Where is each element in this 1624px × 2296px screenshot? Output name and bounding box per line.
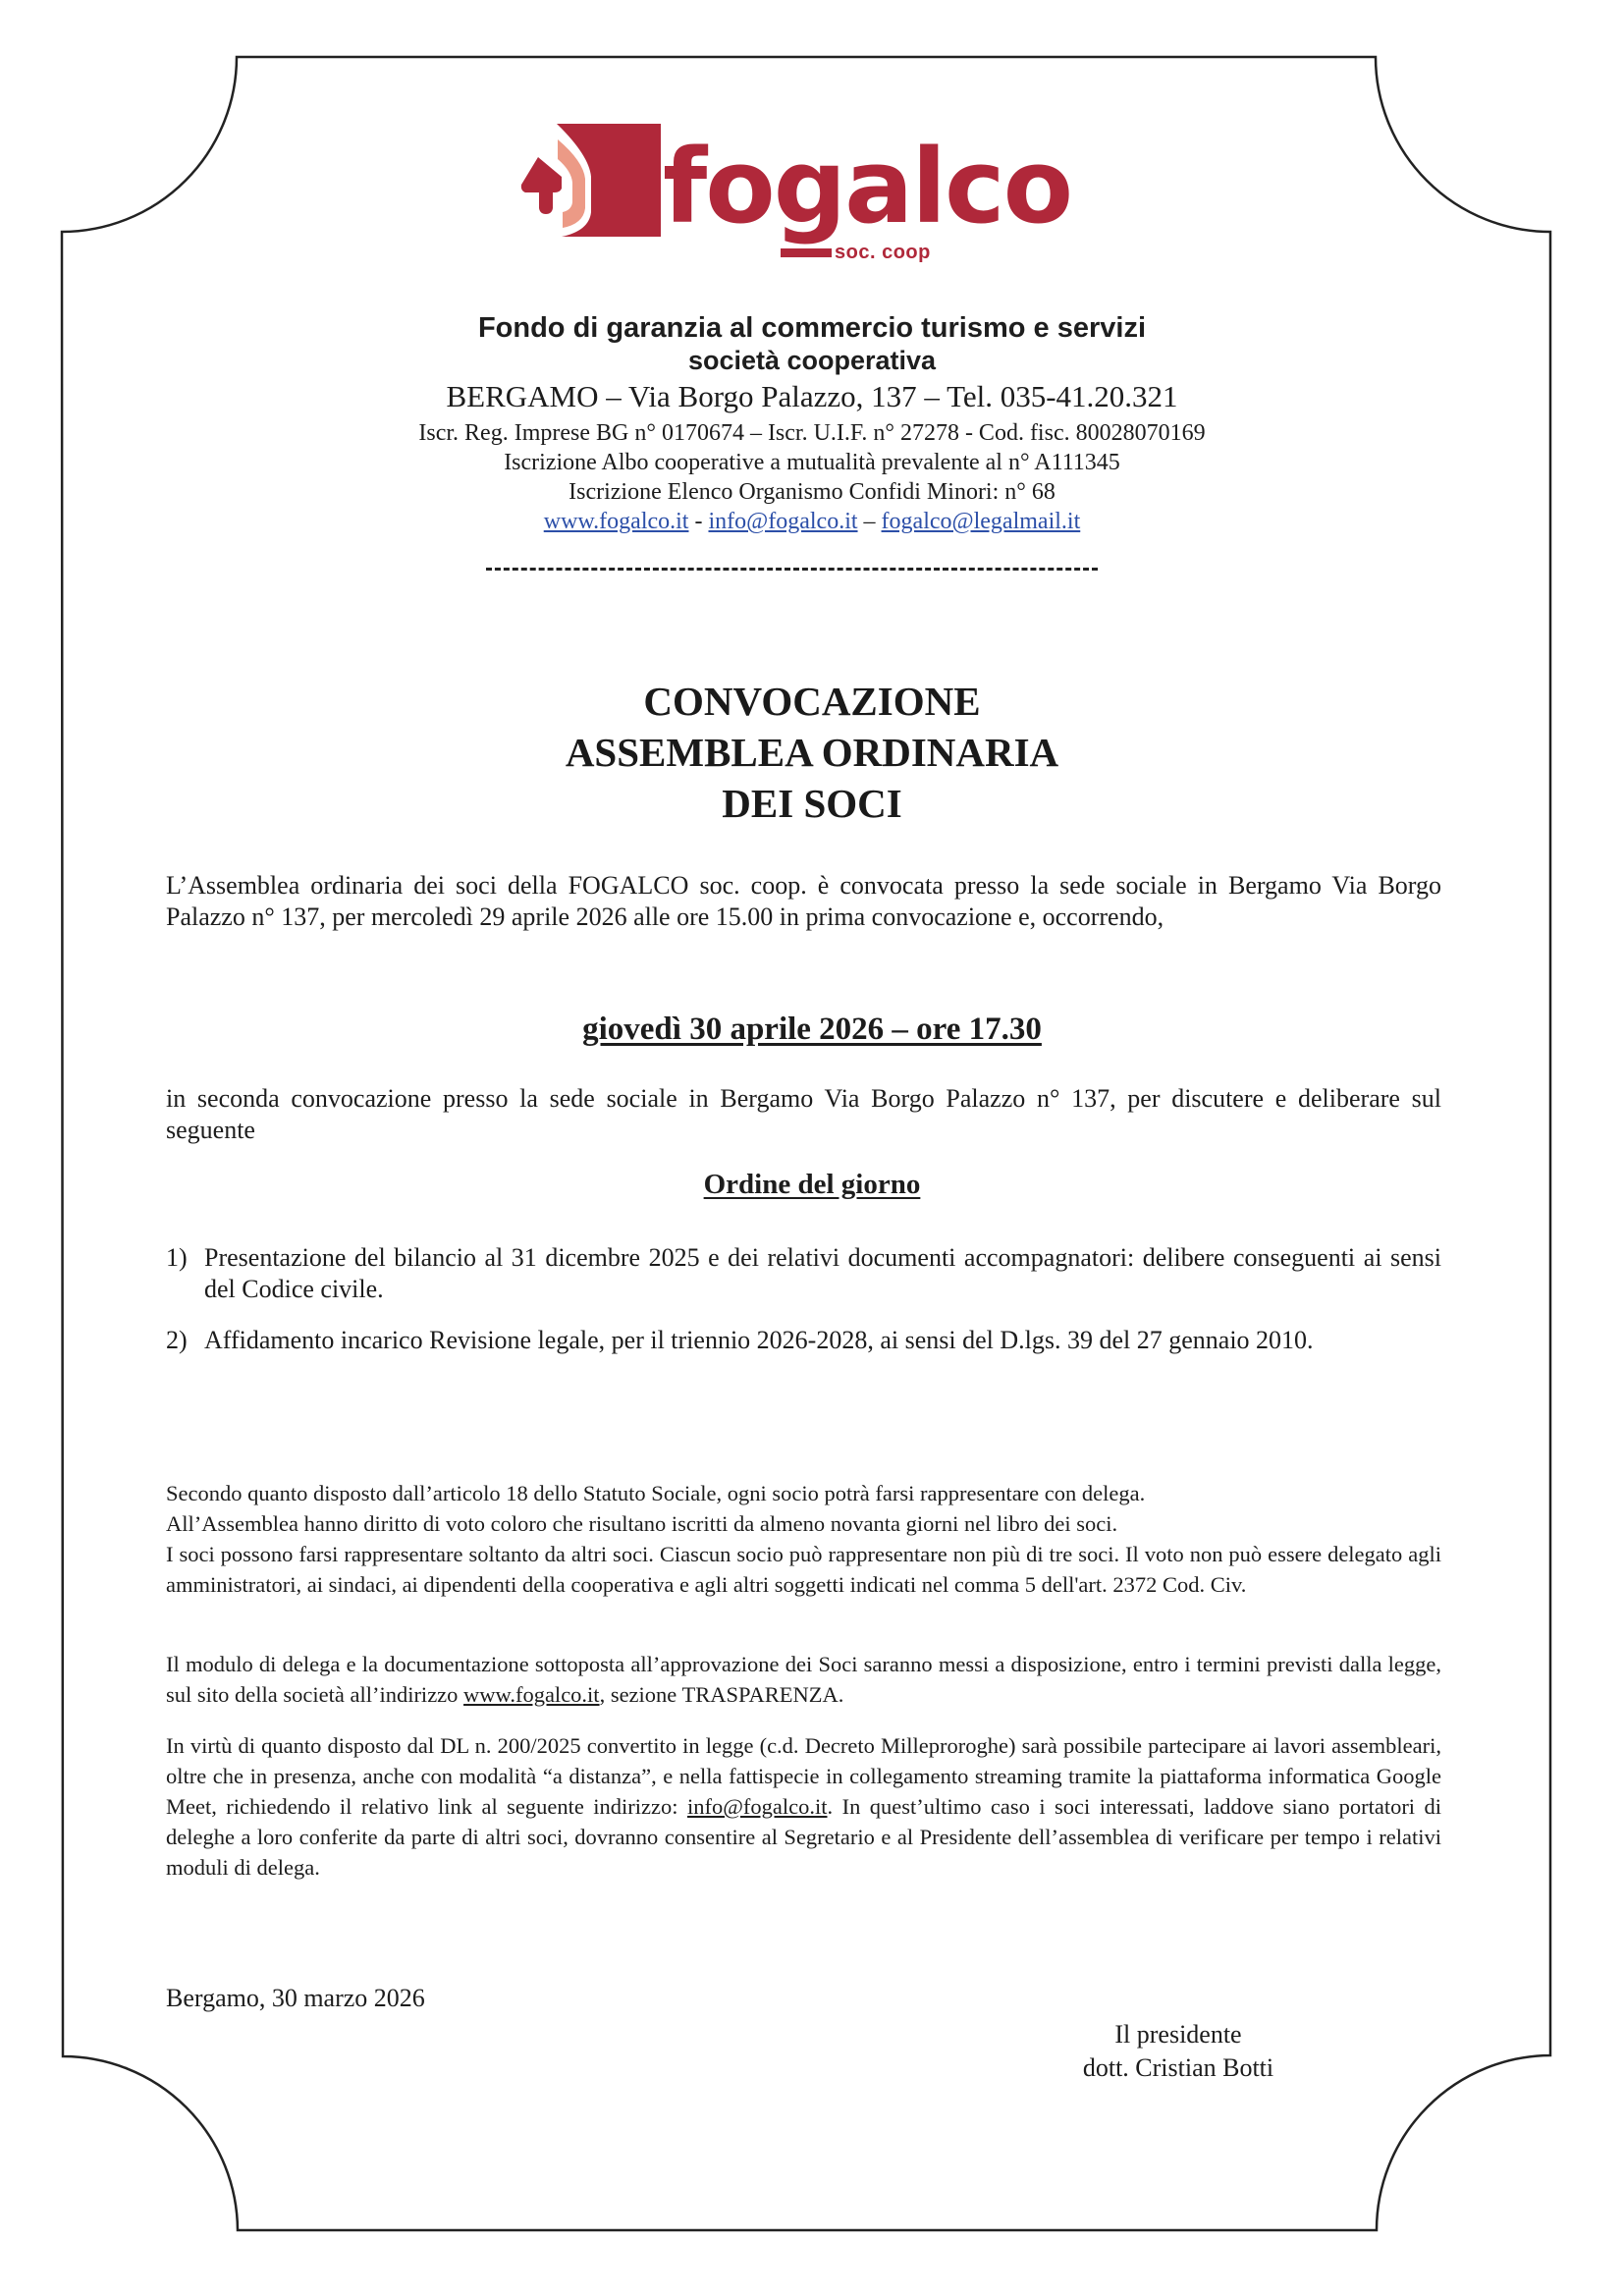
intro-paragraph: L’Assemblea ordinaria dei soci della FOGALCO soc. coop. è convocata presso la sede sociale in Bergamo Via Borgo Palazzo n° 137, per mercoledì 29 aprile 2026 alle ore 15.00 in prima convocazione e, occorrendo, xyxy=(166,871,1441,931)
header-dashed-divider xyxy=(486,568,1098,571)
agenda-heading xyxy=(0,1169,1624,1201)
proxy-paragraph-line-3: I soci possono farsi rappresentare soltanto da altri soci. Ciascun socio può rappresentare non più di tre soci. Il voto non può essere delegato agli amministratori, ai sindaci, ai dipendenti della cooperativa e agli altri soggetti indicati nel comma 5 dell'art. 2372 Cod. Civ. xyxy=(166,1542,1441,1597)
logo-mark-icon xyxy=(481,118,668,246)
website-link[interactable]: www.fogalco.it xyxy=(543,509,689,534)
documents-text: Il modulo di delega e la documentazione sottoposta all’approvazione dei Soci saranno messi a disposizione, entro i termini previsti dalla legge, sul sito della società all’indirizzo xyxy=(166,1652,1441,1707)
remote-text: In virtù di quanto disposto dal DL n. 200/2025 convertito in legge (c.d. Decreto Milleproroghe) sarà possibile partecipare ai lavori assembleari, oltre che in presenza, anche con modalità “a distanza”, e nella fattispecie in collegamento streaming tramite la piattaforma informatica Google Meet, richiedendo il relativo link al seguente indirizzo: xyxy=(166,1733,1441,1819)
second-call-datetime-text: giovedì 30 aprile 2026 – ore 17.30 xyxy=(582,1011,1042,1047)
website-link[interactable]: www.fogalco.it xyxy=(463,1682,600,1707)
agenda-list xyxy=(166,1242,1441,1376)
documents-paragraph xyxy=(166,1649,1441,1710)
agenda-item-number: 2) xyxy=(166,1326,188,1354)
pec-email-link[interactable]: fogalco@legalmail.it xyxy=(881,509,1081,534)
place-and-date: Bergamo, 30 marzo 2026 xyxy=(166,1984,425,2012)
second-call-paragraph: in seconda convocazione presso la sede sociale in Bergamo Via Borgo Palazzo n° 137, per discutere e deliberare sul seguente xyxy=(166,1084,1441,1144)
document-title-line-3: DEI SOCI xyxy=(722,781,902,826)
org-name: Fondo di garanzia al commercio turismo e servizi xyxy=(477,312,1147,344)
org-type: società cooperativa xyxy=(687,346,937,375)
registration-line-1: Iscr. Reg. Imprese BG n° 0170674 – Iscr. U.I.F. n° 27278 - Cod. fisc. 80028070169 xyxy=(418,420,1206,446)
link-separator: – xyxy=(857,509,882,534)
document-title-line-1: CONVOCAZIONE xyxy=(643,679,981,724)
logo-underline-bar xyxy=(781,248,832,257)
email-link[interactable]: info@fogalco.it xyxy=(708,509,858,534)
registration-line-2: Iscrizione Albo cooperative a mutualità prevalente al n° A111345 xyxy=(504,450,1120,475)
logo-wordmark: fogalco xyxy=(663,127,1072,246)
fogalco-logo xyxy=(481,118,1070,275)
signatory-role: Il presidente xyxy=(1114,2020,1242,2049)
agenda-item xyxy=(166,1325,1441,1356)
second-call-datetime xyxy=(0,1011,1624,1048)
proxy-paragraph xyxy=(166,1478,1441,1600)
agenda-heading-text: Ordine del giorno xyxy=(703,1169,921,1200)
agenda-item-text: Affidamento incarico Revisione legale, per il triennio 2026-2028, ai sensi del D.lgs. 39 del 27 gennaio 2010. xyxy=(204,1326,1314,1354)
org-address: BERGAMO – Via Borgo Palazzo, 137 – Tel. 035-41.20.321 xyxy=(446,379,1178,413)
proxy-paragraph-line-1: Secondo quanto disposto dall’articolo 18 dello Statuto Sociale, ogni socio potrà farsi rappresentare con delega. xyxy=(166,1481,1146,1505)
signature-block xyxy=(982,2018,1375,2085)
email-link[interactable]: info@fogalco.it xyxy=(686,1794,828,1819)
signatory-name: dott. Cristian Botti xyxy=(1082,2053,1274,2082)
logo-subtitle: soc. coop xyxy=(835,242,931,263)
remote-participation-paragraph xyxy=(166,1730,1441,1883)
proxy-paragraph-line-2: All’Assemblea hanno diritto di voto coloro che risultano iscritti da almeno novanta giorni nel libro dei soci. xyxy=(166,1511,1118,1536)
contact-links xyxy=(0,509,1624,535)
remote-text-end: . In quest’ultimo caso i soci interessati, laddove siano portatori di deleghe a loro conferite da parte di altri soci, dovranno consentire al Segretario e al Presidente dell’assemblea di verificare per tempo i relativi moduli di delega. xyxy=(166,1794,1441,1880)
document-title-line-2: ASSEMBLEA ORDINARIA xyxy=(565,730,1059,775)
agenda-item-number: 1) xyxy=(166,1243,188,1272)
agenda-item xyxy=(166,1242,1441,1305)
documents-text-end: , sezione TRASPARENZA. xyxy=(599,1682,844,1707)
link-separator: - xyxy=(688,509,709,534)
agenda-item-text: Presentazione del bilancio al 31 dicembre 2025 e dei relativi documenti accompagnatori: delibere conseguenti ai sensi del Codice civile. xyxy=(204,1243,1441,1303)
registration-line-3: Iscrizione Elenco Organismo Confidi Minori: n° 68 xyxy=(568,479,1056,505)
